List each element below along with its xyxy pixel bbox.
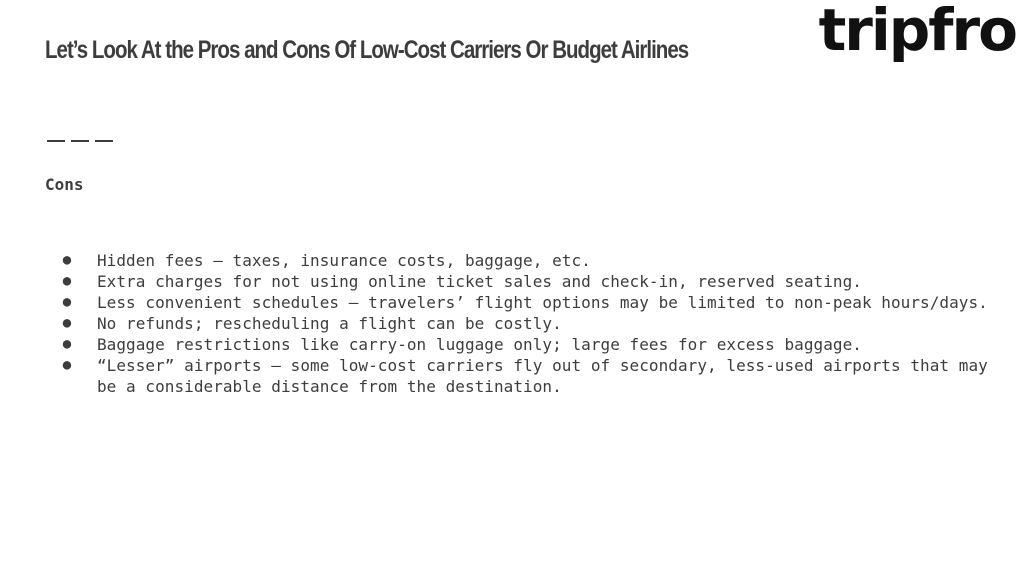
list-item-text: Extra charges for not using online ticket sales and check-in, reserved seating. bbox=[97, 272, 862, 291]
list-item-text: Hidden fees – taxes, insurance costs, baggage, etc. bbox=[97, 251, 591, 270]
brand-logo: tripfro bbox=[818, 0, 1016, 64]
list-item bbox=[60, 355, 1000, 397]
bullet-icon: ● bbox=[62, 357, 72, 373]
section-label-cons: Cons bbox=[45, 175, 84, 194]
bullet-icon: ● bbox=[62, 336, 72, 352]
divider-dash bbox=[71, 140, 89, 142]
list-item bbox=[60, 313, 1000, 334]
list-item bbox=[60, 292, 1000, 313]
list-item bbox=[60, 334, 1000, 355]
bullet-icon: ● bbox=[62, 252, 72, 268]
slide-title: Let’s Look At the Pros and Cons Of Low-Cost Carriers Or Budget Airlines bbox=[45, 36, 689, 64]
list-item-text: No refunds; rescheduling a flight can be costly. bbox=[97, 314, 562, 333]
list-item-text: “Lesser” airports – some low-cost carriers fly out of secondary, less-used airports that may be a considerable distance from the destination. bbox=[97, 356, 988, 396]
bullet-icon: ● bbox=[62, 294, 72, 310]
divider-dash bbox=[47, 140, 65, 142]
list-item-text: Baggage restrictions like carry-on luggage only; large fees for excess baggage. bbox=[97, 335, 862, 354]
list-item bbox=[60, 271, 1000, 292]
bullet-icon: ● bbox=[62, 273, 72, 289]
list-item-text: Less convenient schedules – travelers’ flight options may be limited to non-peak hours/days. bbox=[97, 293, 988, 312]
list-item bbox=[60, 250, 1000, 271]
divider-dash bbox=[95, 140, 113, 142]
bullet-icon: ● bbox=[62, 315, 72, 331]
cons-list bbox=[60, 250, 1000, 397]
divider-line bbox=[47, 140, 113, 142]
